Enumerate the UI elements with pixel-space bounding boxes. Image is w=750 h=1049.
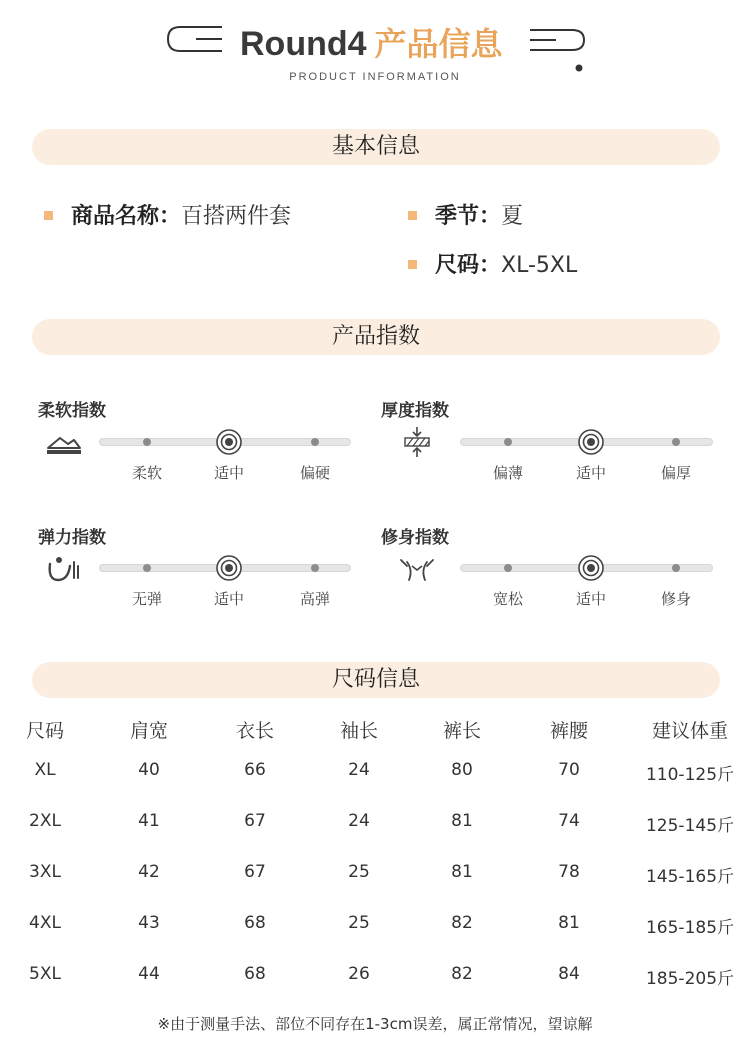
table-cell: 81 — [558, 913, 580, 933]
table-cell: 125-145斤 — [645, 816, 735, 836]
table-header-cell: 尺码 — [25, 720, 64, 742]
title-english: Round4 — [240, 25, 367, 63]
index-1-title: 柔软指数 — [38, 401, 106, 421]
index-4-level-label: 修身 — [660, 590, 691, 608]
table-cell: 80 — [451, 760, 473, 780]
info-key: 尺码： — [435, 253, 502, 278]
table-cell: 68 — [244, 964, 266, 984]
index-4-level-label: 适中 — [575, 590, 606, 608]
index-3-level-dot — [143, 564, 151, 572]
table-cell: 82 — [451, 964, 473, 984]
index-1-level-dot — [143, 438, 151, 446]
index-3-level-label: 高弹 — [299, 590, 330, 608]
index-3-title: 弹力指数 — [38, 528, 106, 548]
table-header-cell: 裤腰 — [549, 720, 588, 742]
index-2-level-label: 偏厚 — [660, 464, 691, 482]
index-3-selected-marker — [216, 555, 242, 581]
table-cell: 26 — [348, 964, 370, 984]
index-2-level-dot — [504, 438, 512, 446]
table-cell: 42 — [138, 862, 160, 882]
index-2-title: 厚度指数 — [381, 401, 449, 421]
index-1-level-dot — [311, 438, 319, 446]
table-header-cell: 肩宽 — [129, 720, 168, 742]
table-cell: 81 — [451, 862, 473, 882]
page-header — [0, 18, 750, 98]
table-cell: 44 — [138, 964, 160, 984]
table-cell: 24 — [348, 760, 370, 780]
page-title — [240, 22, 503, 66]
table-cell: 68 — [244, 913, 266, 933]
info-value: XL-5XL — [501, 253, 578, 278]
index-4-level-dot — [672, 564, 680, 572]
table-cell: 3XL — [29, 862, 61, 882]
table-cell: 165-185斤 — [645, 918, 735, 938]
table-cell: 2XL — [29, 811, 61, 831]
table-cell: 145-165斤 — [645, 867, 735, 887]
index-1-selected-marker — [216, 429, 242, 455]
table-cell: 5XL — [29, 964, 61, 984]
table-cell: 110-125斤 — [645, 765, 735, 785]
fit-icon — [397, 552, 437, 584]
index-2-level-label: 偏薄 — [492, 464, 523, 482]
index-3-level-dot — [311, 564, 319, 572]
title-chinese: 产品信息 — [374, 25, 503, 63]
info-value: 百搭两件套 — [181, 204, 292, 229]
table-cell: 25 — [348, 913, 370, 933]
info-key: 商品名称： — [71, 204, 182, 229]
index-2-selected-marker — [578, 429, 604, 455]
section-size-info: 尺码信息 — [32, 662, 720, 698]
table-cell: 67 — [244, 811, 266, 831]
index-4-selected-marker — [578, 555, 604, 581]
soft-icon — [44, 426, 84, 458]
index-2-level-dot — [672, 438, 680, 446]
index-4-level-dot — [504, 564, 512, 572]
table-header-cell: 裤长 — [442, 720, 481, 742]
table-cell: 81 — [451, 811, 473, 831]
thickness-icon — [397, 426, 437, 458]
index-2-level-label: 适中 — [575, 464, 606, 482]
info-size-range — [408, 251, 577, 281]
table-header-cell: 建议体重 — [651, 720, 728, 742]
index-1-level-label: 适中 — [213, 464, 244, 482]
info-season — [408, 202, 523, 232]
table-cell: 43 — [138, 913, 160, 933]
table-cell: 70 — [558, 760, 580, 780]
index-4-title: 修身指数 — [381, 528, 449, 548]
left-bracket-decoration — [0, 18, 230, 78]
table-cell: XL — [34, 760, 56, 780]
index-4-level-label: 宽松 — [492, 590, 523, 608]
bullet-square — [408, 211, 417, 220]
index-1-level-label: 偏硬 — [299, 464, 330, 482]
info-key: 季节： — [435, 204, 502, 229]
table-cell: 84 — [558, 964, 580, 984]
table-cell: 67 — [244, 862, 266, 882]
table-cell: 24 — [348, 811, 370, 831]
table-cell: 78 — [558, 862, 580, 882]
table-cell: 4XL — [29, 913, 61, 933]
table-cell: 74 — [558, 811, 580, 831]
section-product-index: 产品指数 — [32, 319, 720, 355]
table-cell: 40 — [138, 760, 160, 780]
info-value: 夏 — [501, 204, 524, 229]
table-cell: 66 — [244, 760, 266, 780]
info-product-name — [44, 202, 291, 232]
index-3-level-label: 适中 — [213, 590, 244, 608]
measurement-note: ※由于测量手法、部位不同存在1-3cm误差，属正常情况，望谅解 — [157, 1015, 593, 1033]
index-1-level-label: 柔软 — [131, 464, 162, 482]
page-subtitle: PRODUCT INFORMATION — [289, 71, 461, 83]
section-basic-info: 基本信息 — [32, 129, 720, 165]
table-cell: 41 — [138, 811, 160, 831]
table-cell: 25 — [348, 862, 370, 882]
elastic-icon — [44, 552, 84, 584]
bullet-square — [408, 260, 417, 269]
index-3-level-label: 无弹 — [131, 590, 162, 608]
bullet-square — [44, 211, 53, 220]
table-header-cell: 衣长 — [235, 720, 274, 742]
table-cell: 185-205斤 — [645, 969, 735, 989]
table-cell: 82 — [451, 913, 473, 933]
table-header-cell: 袖长 — [339, 720, 378, 742]
